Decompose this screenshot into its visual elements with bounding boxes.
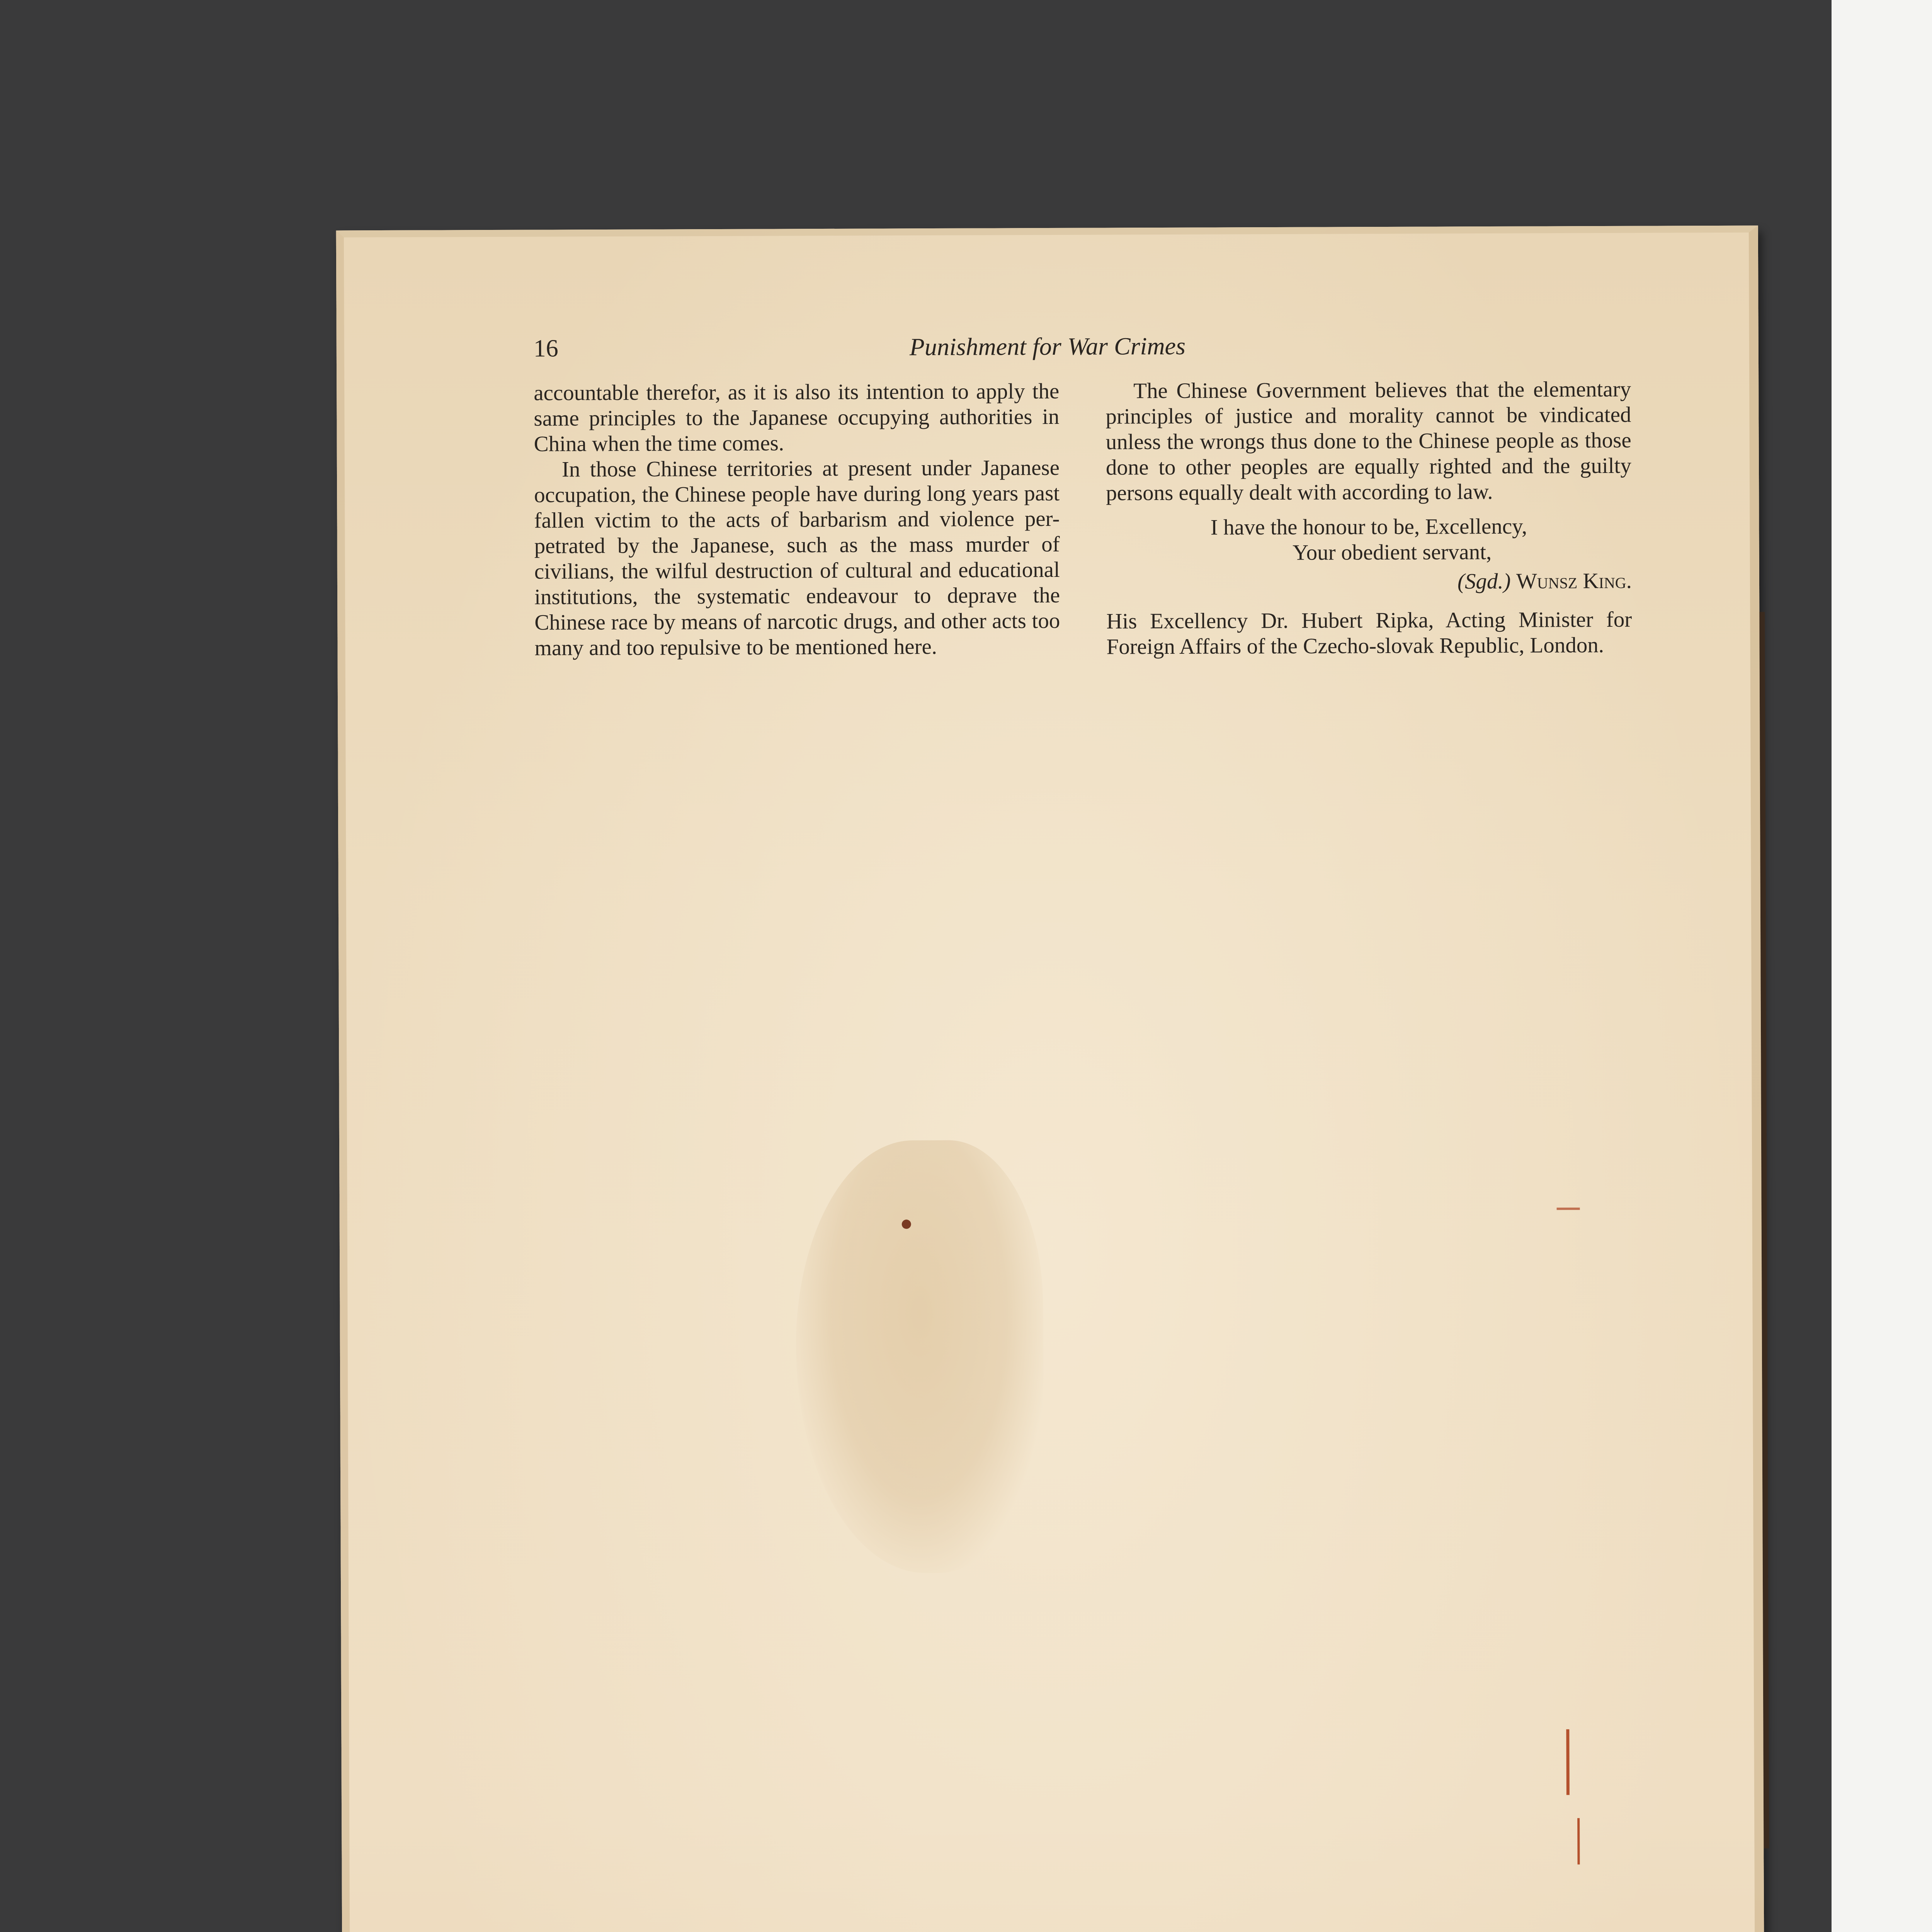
closing-servant: Your obedient servant, (1293, 540, 1492, 565)
rust-mark (1557, 1208, 1580, 1218)
rust-mark (1566, 1729, 1570, 1795)
paragraph: In those Chinese territories at present under Japanese occupation, the Chinese people have during long years past fallen victim to the acts of barbarism and violence per-petrated by the Japanese, such as the mass murder of civilians, the wilful destruction of cultural and educational institutions, the systematic endeavour to deprave the Chinese race by means of narcotic drugs, and other acts too many and too repulsive to be mentioned here. (534, 455, 1060, 660)
signature-line (1106, 568, 1632, 596)
paragraph: The Chinese Government believes that the elementary principles of justice and morality cannot be vindicated unless the wrongs thus done to the Chinese people as those done to other peoples are equally righted and the guilty persons equally dealt with according to law. (1105, 377, 1632, 505)
left-column (534, 379, 1060, 661)
paragraph: accountable therefor, as it is also its intention to apply the same principles to the Japanese occupying authorities in China when the time comes. (534, 379, 1060, 456)
addressee: His Excellency Dr. Hubert Ripka, Acting Minister for Foreign Affairs of the Czecho-slovak Republic, London. (1106, 607, 1632, 659)
ink-spot (902, 1219, 911, 1229)
rust-mark (1577, 1818, 1580, 1864)
closing-salutation: I have the honour to be, Excellency, (1210, 514, 1527, 540)
running-title: Punishment for War Crimes (909, 332, 1186, 361)
scan-margin-right (1832, 0, 1932, 1932)
signatory-name: Wunsz King. (1516, 568, 1632, 594)
document-page (336, 226, 1766, 1932)
right-column (1105, 377, 1632, 660)
water-stain (795, 1140, 1044, 1573)
signed-marker: (Sgd.) (1457, 569, 1511, 594)
page-number: 16 (533, 334, 558, 362)
